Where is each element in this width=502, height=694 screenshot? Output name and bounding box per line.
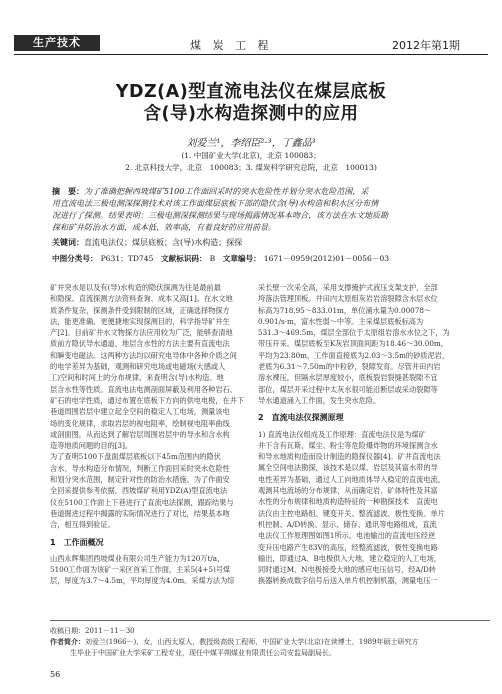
body-line: 工)空间和时间上的分布规律，来查明含(导)水构造、地 (50, 373, 224, 383)
article-no-label: 文章编号： (222, 254, 261, 263)
body-line: 观测其电流场的分布规律，从而确定岩、矿体特性及其富 (258, 486, 438, 496)
abstract-line-3: 况进行了探测。结果表明：三极电测深探测结果与现场揭露情况基本吻合，该方法在水文地质勘 (52, 211, 388, 220)
author-bio-line-1 (50, 637, 419, 647)
body-line: 老底为6.31～7.50m的中粒砂，裂隙发育。尽管井田内岩 (258, 362, 441, 372)
footnote-rule (50, 620, 490, 621)
body-line: 平均为23.80m，工作面直接底为2.03～3.5m的砂质泥岩， (258, 350, 450, 360)
body-line: 机控制、A/D转换、显示、储存、通讯等电路组成，直流 (258, 519, 437, 529)
section-2-text (258, 440, 492, 587)
body-line: 同时通过M、N电极接受大地的感应电压信号，经A/D转 (258, 565, 436, 575)
column-tag: 生产技术 (14, 35, 100, 51)
body-line: 巷道掘进过程中揭露的实际情况进行了对比，结果基本吻 (50, 508, 230, 518)
classification-line (52, 253, 389, 264)
body-line: 带压开采。煤层底板至K灰岩顶面间距为18.46～30.00m， (258, 339, 448, 349)
body-line: 变升压电路产生83V的高压，经整流滤波，极性变换电路 (258, 542, 438, 552)
section-1-continued (258, 282, 492, 406)
author-bio-label: 作者简介： (50, 638, 85, 646)
title-line-1: YDZ(A)型直流电法仪在煤层底板 (115, 82, 387, 102)
title-line-2: 含(导)水构造探测中的应用 (143, 104, 359, 124)
body-line: 法仪由主控电路组、键变开关、整流滤波、极性变换、单片 (258, 508, 445, 518)
body-line: 电性差异为基础，通过人工向地质体导入稳定的直流电流， (258, 474, 445, 484)
journal-name: 煤 炭 工 程 (190, 39, 273, 52)
body-line: 属全空间电法勘探，该技术是以煤、岩层及其富水带的导 (258, 463, 438, 473)
keywords-line (52, 237, 462, 248)
keywords-label: 关键词： (52, 238, 84, 247)
clc-value: P631；TD745 (100, 254, 154, 263)
body-line: 0.901/s·m，富水性弱～中等。主采煤层底板标高为 (258, 316, 424, 326)
body-line: 531.3～469.5m，煤层全部位于太原组岩溶水水位之下，为 (258, 328, 450, 338)
abstract-line-1 (52, 186, 462, 197)
body-left-column (50, 282, 264, 587)
body-line: 产[2]。目前矿井水文物探方法应用较为广泛，能够查清地 (50, 328, 233, 338)
body-line: 电法仪工作原理图如图1所示。电池输出的直流电压经逆 (258, 531, 436, 541)
clc-label: 中图分类号： (52, 254, 98, 263)
body-line: 矿石的电学性质，通过布置在底板下方向的供电电极，在井下 (50, 395, 245, 405)
body-line: 质条件复杂，探测条件受到限制的区域，正确选择物探方 (50, 305, 230, 315)
body-line: 水性的分布规律和地质构造特征的一种勘探技术 直流电 (258, 497, 438, 507)
body-line: 仪在5100工作面上下巷进行了直流电法探测，跟踪结果与 (50, 497, 234, 507)
abstract-text: 为了准确把握西坡煤矿5100工作面回采时的突水危险性并划分突水危险范围，采 (84, 187, 369, 196)
body-line: 垮落法管理顶板。井田内太原组灰岩岩溶裂隙含水层水位 (258, 294, 438, 304)
body-line: 和划分突水范围，制定针对性的防治水措施。为了作面安 (50, 475, 230, 485)
body-line: 场的变化规律，求取岩层的视电阻率，绘制视电阻率曲线 (50, 418, 230, 428)
section-1-heading: 1 工作面概况 (50, 537, 104, 547)
body-line: 和导水地质构造而设计制造的隐探仪器[4]。矿井直流电法 (258, 452, 441, 462)
body-line: 层，厚度为3.7～4.5m，平均厚度为4.0m。采煤方法为综 (50, 576, 235, 586)
authors: 刘爱兰¹，李绍臣²·³，丁鑫品³ (186, 138, 316, 149)
body-line: 合，相互得到验证。 (50, 520, 115, 530)
body-line: 或剖面图，从而达到了解岩层周围岩层中的导水和含水构 (50, 429, 230, 439)
header-rule (14, 54, 488, 55)
author-bio-text: 刘爱兰(1966－)，女，山西太原人，教授级高级工程师，中国矿业大学(北京)在读博士，1989年硕士研究方 (85, 638, 419, 646)
body-line: 井下含有瓦斯、煤尘、粉尘等危险爆炸物的环境探测含水 (258, 440, 438, 450)
received-date: 收稿日期：2011－11－30 (50, 627, 135, 635)
body-line: 质前方隐伏导水通道、地层含水性的方法主要有直流电法 (50, 339, 230, 349)
body-line: 法，能更准确、更便捷地实现探测目的，科学指导矿井生 (50, 316, 230, 326)
section-2-heading: 2 直流电法仪探测原理 (258, 413, 344, 423)
body-line: 导水通道涌入工作面，发生突水危险。 (258, 395, 381, 405)
subsection-1-heading: 1) 直流电法仪组成及工作原理：直流电法仪是为煤矿 (258, 429, 426, 439)
intro-paragraphs (50, 282, 264, 531)
section-1-text (50, 553, 264, 587)
body-line: 山西永辉集团西坡煤业有限公司生产能力为120万t/a， (50, 553, 225, 563)
article-no-value: 1671－0959(2012)01－0056－03 (263, 254, 390, 263)
abstract-line-4: 探和矿井防治水方面，成本低、效率高，有着良好的应用前景。 (52, 223, 276, 232)
body-line: 层含水性等性质。直流电法电测剖面屏蔽及利用各种岩石、 (50, 384, 237, 394)
keywords: 直流电法仪；煤层底板；含(导)水构造；探探 (84, 238, 243, 247)
body-line: 全回采提供参考依据，西坡煤矿利用YDZ(A)型直流电法 (50, 486, 228, 496)
body-line: 为了查明5100下盘面煤层底板以下45m范围内的隐伏 (50, 452, 221, 462)
body-line: 换器转换成数字信号后送入单片机控制机器，测量电压一 (258, 576, 438, 586)
body-line: 矿井突水是以及有(导)水构造的隐伏探测为往是最前最 (50, 283, 221, 292)
issue-label: 2012年第1期 (392, 39, 460, 52)
body-line: 标高为718.95～833.01m，单位涌水量为0.00078～ (258, 305, 432, 315)
body-right-column (258, 282, 492, 587)
abstract-label: 摘 要： (52, 187, 84, 196)
body-line: 和瞬变电磁法。这两种方法均以研究电导体中各种介质之间 (50, 350, 237, 360)
body-line: 输出，即通过A、B电极供入大地，建立稳定的人工电场， (258, 553, 441, 563)
doc-code-value: B (209, 254, 216, 263)
abstract-line-2: 用直流电法三极电测深探测技术对该工作面煤层底板下部的隐伏含(导)水构造和积水区分布情 (52, 199, 379, 208)
body-line: 巷道周围岩层中建立起全空间的稳定人工电场，测量该电 (50, 407, 230, 417)
body-line: 的电学差异为基础，观测和研究电场或电磁场(大感或人 (50, 362, 226, 372)
body-line: 5100工作面为该矿一采区首采工作面，主采5(4+5)号煤 (50, 565, 231, 575)
body-line: 采长壁一次采全高，采用支撑掩护式液压支架支护，全部 (258, 283, 438, 292)
affiliation-1: (1. 中国矿业大学(北京)，北京 100083； (181, 151, 321, 160)
doc-code-label: 文献标识码： (161, 254, 207, 263)
body-line: 造等地质问题的目的[3]。 (50, 441, 133, 451)
body-line: 部位，煤层开采过程中太灰水很可能沿断层或采动裂隙等 (258, 384, 438, 394)
body-line: 含水、导水构造分布情况，判断工作面回采时突水危险性 (50, 463, 230, 473)
body-line: 和隐探、直流探测方法资料查询、成本又高[1]。在水文地 (50, 294, 233, 304)
author-bio-line-2: 生毕业于中国矿业大学采矿工程专业，现任中煤平朔煤业有限责任公司安监局副局长。 (70, 649, 336, 657)
page-number: 56 (50, 670, 61, 679)
body-line: 溶水裸压，但隔水层厚度较小，底板裂岩裂缝甚裂隙不宜 (258, 373, 438, 383)
affiliation-2: 2. 北京科技大学，北京 100083；3. 煤炭科学研究总院，北京 100013) (125, 163, 377, 172)
